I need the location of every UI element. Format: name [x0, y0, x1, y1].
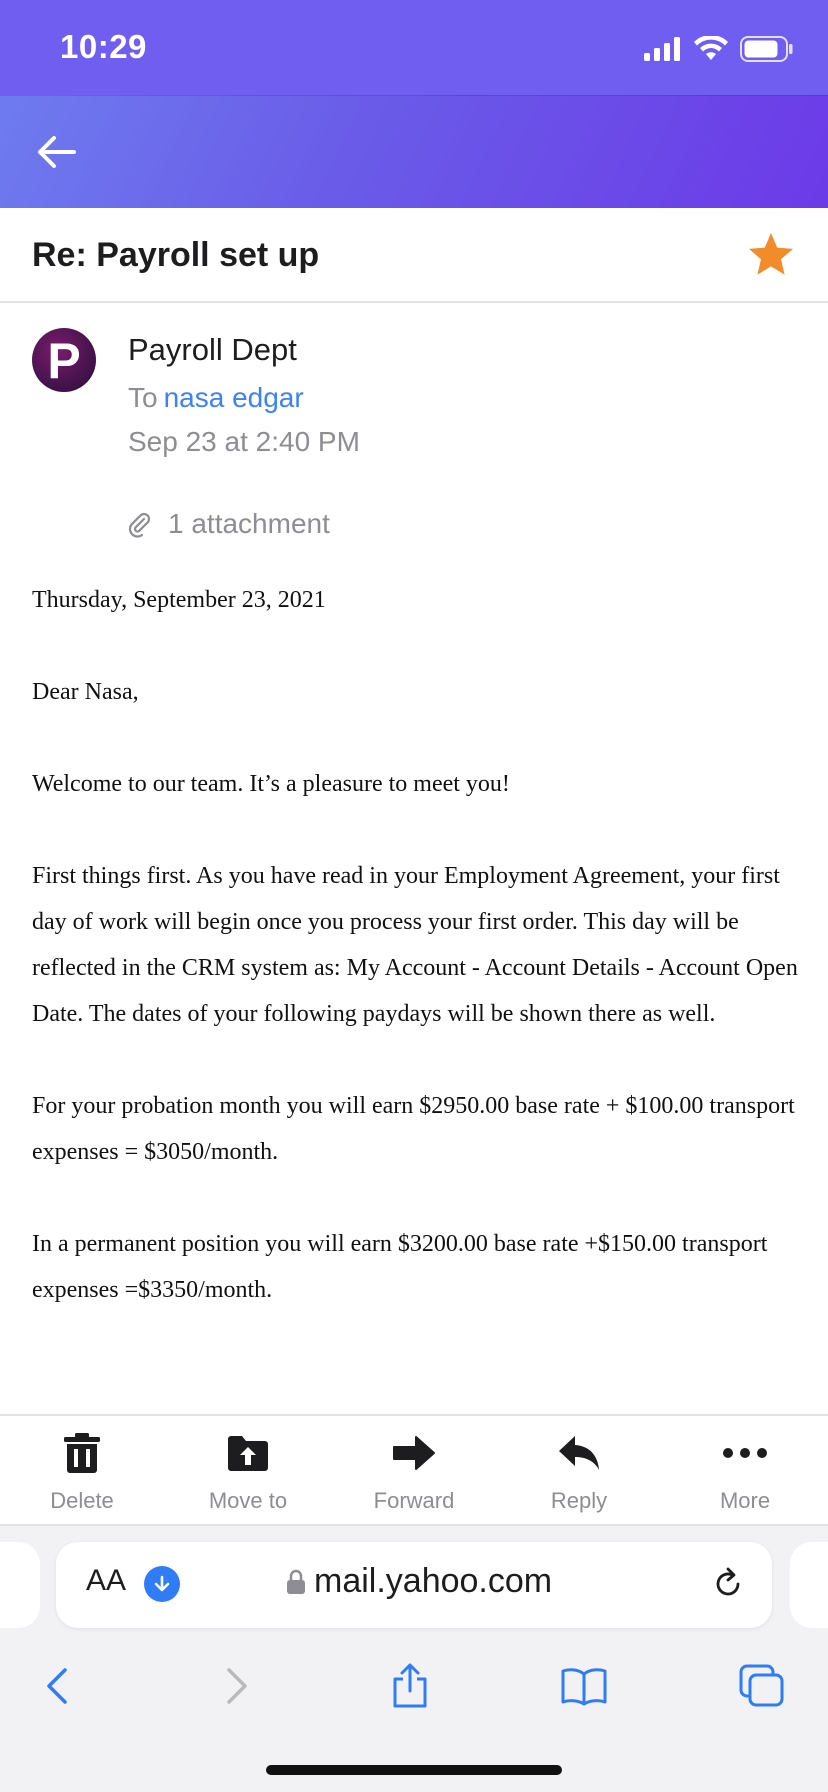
star-icon[interactable] [746, 230, 796, 280]
browser-nav-row [0, 1652, 828, 1722]
to-label: To [128, 382, 158, 413]
body-paragraph: First things first. As you have read in your Employment Agreement, your first day of work will begin once you process your first order. This day will be reflected in the CRM system as: My Account - Account Details - Account Open Date. The dates of your following paydays will be shown there as well. [32, 863, 798, 1027]
body-greeting: Dear Nasa, [32, 679, 139, 705]
chevron-right-icon [221, 1666, 251, 1706]
forward-label: Forward [373, 1488, 455, 1513]
delete-button[interactable] [22, 1430, 142, 1514]
sent-date: Sep 23 at 2:40 PM [128, 426, 360, 457]
more-dots-icon [722, 1447, 768, 1459]
avatar-letter: P [47, 333, 81, 389]
browser-forward-button[interactable] [208, 1658, 264, 1714]
message-toolbar [0, 1414, 828, 1526]
more-button[interactable] [685, 1430, 805, 1514]
browser-back-button[interactable] [30, 1658, 86, 1714]
attachment-label: 1 attachment [168, 508, 330, 539]
body-paragraph: Welcome to our team. It’s a pleasure to meet you! [32, 771, 510, 797]
previous-tab-preview[interactable] [0, 1542, 40, 1628]
body-paragraph: In a permanent position you will earn $3200.00 base rate +$150.00 transport expenses =$3350/month. [32, 1231, 768, 1303]
nav-bar [0, 96, 828, 208]
next-tab-preview[interactable] [790, 1542, 828, 1628]
move-to-label: Move to [208, 1488, 288, 1513]
sender-name[interactable]: Payroll Dept [128, 332, 297, 367]
lock-icon [286, 1569, 306, 1595]
more-label: More [719, 1488, 771, 1513]
attachment-row[interactable] [126, 506, 330, 542]
tabs-button[interactable] [734, 1658, 790, 1714]
share-icon [390, 1663, 430, 1709]
url-display[interactable] [286, 1562, 552, 1601]
trash-icon [63, 1432, 101, 1474]
folder-move-icon [227, 1434, 269, 1472]
forward-button[interactable] [354, 1430, 474, 1514]
download-icon[interactable] [144, 1566, 180, 1602]
bookmarks-button[interactable] [556, 1658, 612, 1714]
back-arrow-icon[interactable] [34, 132, 78, 172]
email-body [32, 577, 802, 1359]
url-text: mail.yahoo.com [314, 1562, 553, 1600]
address-bar[interactable] [56, 1542, 772, 1628]
share-button[interactable] [382, 1658, 438, 1714]
wifi-icon [694, 36, 728, 62]
chevron-left-icon [43, 1666, 73, 1706]
sender-avatar [32, 328, 96, 392]
body-paragraph: For your probation month you will earn $2950.00 base rate + $100.00 transport expenses = $3050/month. [32, 1093, 795, 1165]
delete-label: Delete [50, 1488, 114, 1513]
reply-arrow-icon [557, 1434, 601, 1472]
reply-button[interactable] [519, 1430, 639, 1514]
paperclip-icon [126, 510, 154, 538]
status-bar [0, 0, 828, 95]
move-to-button[interactable] [188, 1430, 308, 1514]
status-time: 10:29 [60, 28, 147, 65]
browser-chrome [0, 1526, 828, 1792]
battery-icon [740, 36, 794, 62]
reply-label: Reply [550, 1488, 608, 1513]
forward-arrow-icon [392, 1435, 436, 1471]
status-icons [644, 34, 794, 64]
subject-bar [0, 208, 828, 303]
text-size-button[interactable]: AA [86, 1564, 127, 1597]
recipient-link[interactable]: nasa edgar [163, 382, 304, 413]
body-date: Thursday, September 23, 2021 [32, 587, 326, 613]
home-indicator [266, 1765, 562, 1775]
cellular-signal-icon [644, 37, 682, 61]
tabs-icon [739, 1664, 785, 1708]
reload-icon[interactable] [710, 1566, 746, 1602]
book-icon [560, 1666, 608, 1706]
recipient-line [128, 382, 304, 414]
email-subject: Re: Payroll set up [32, 236, 320, 274]
